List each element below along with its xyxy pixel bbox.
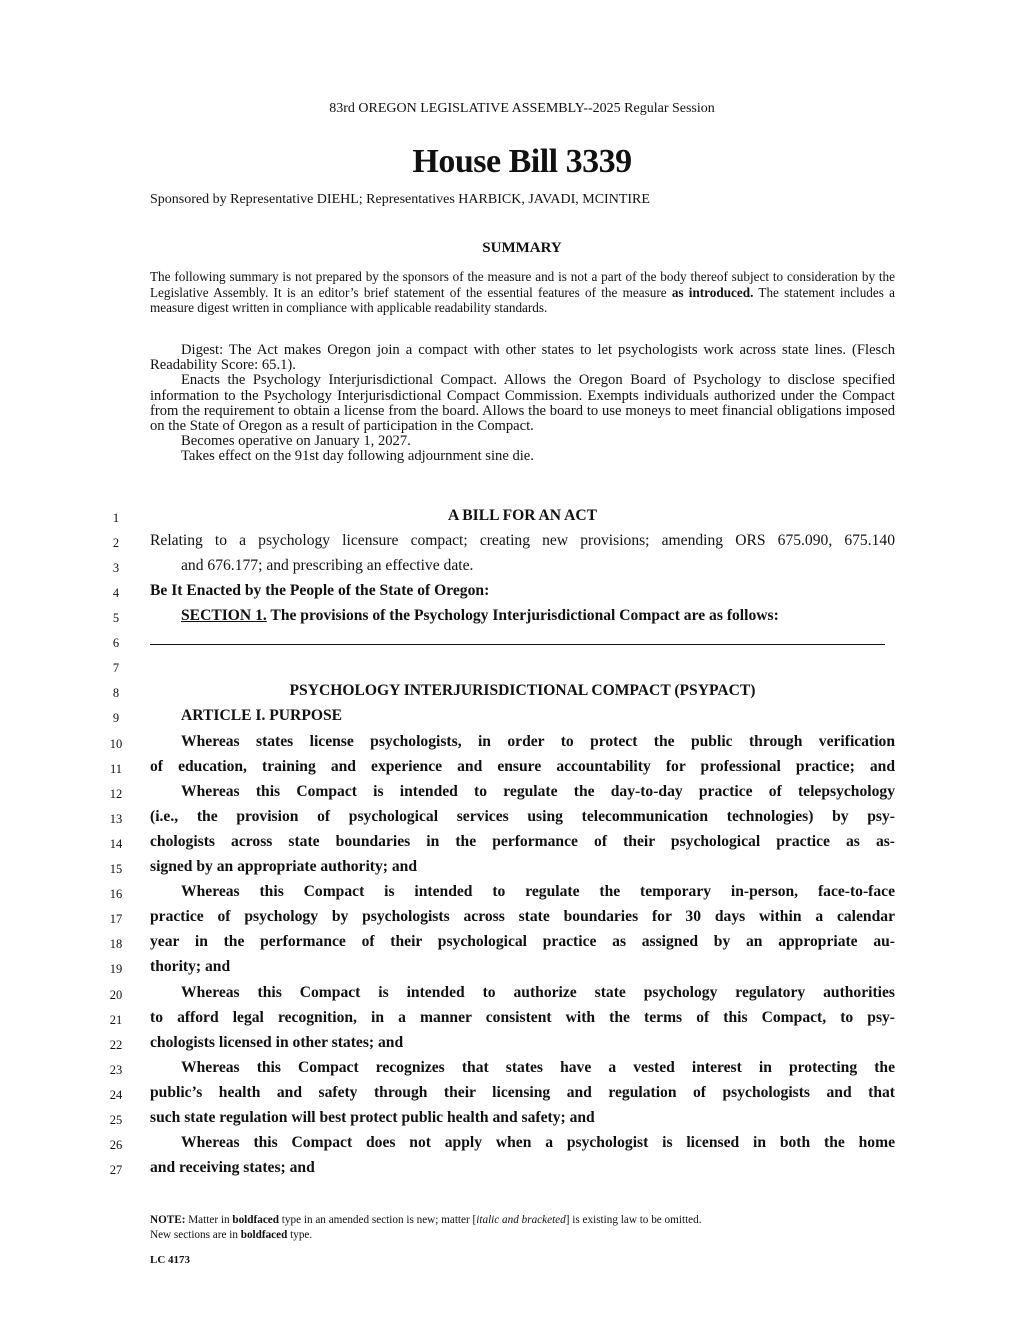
note-bold: boldfaced	[232, 1214, 279, 1226]
line-number: 27	[109, 1163, 123, 1177]
compact-title: PSYCHOLOGY INTERJURISDICTIONAL COMPACT (PSYPACT)	[289, 682, 756, 699]
bill-line-2	[0, 532, 1024, 557]
summary-heading: SUMMARY	[482, 240, 562, 256]
bill-line-1	[0, 507, 1024, 532]
line-number: 7	[112, 661, 120, 675]
bill-line-18	[0, 933, 1024, 958]
bill-line-7	[0, 657, 1024, 682]
bill-line-27	[0, 1159, 1024, 1184]
line-number: 8	[112, 686, 120, 700]
line-number: 5	[112, 611, 120, 625]
bill-line-11	[0, 758, 1024, 783]
line-number: 18	[109, 937, 123, 951]
compact-text: Whereas this Compact does not apply when a psychologist is licensed in both the home	[181, 1134, 895, 1151]
line-number: 9	[112, 711, 120, 725]
digest-paragraph: Becomes operative on January 1, 2027.	[181, 433, 411, 450]
section-text: The provisions of the Psychology Interjurisdictional Compact are as follows:	[266, 607, 779, 624]
digest-paragraph: Enacts the Psychology Interjurisdictional Compact. Allows the Oregon Board of Psychology to disclose specified information to the Psychology Interjurisdictional Compact Commission. Exempts individuals authorized under the Compact from the requirement to obtain a license from the board. Allows the board to use moneys to meet financial obligations imposed on the State of Oregon as a result of participation in the Compact.	[150, 372, 895, 435]
sponsors-line: Sponsored by Representative DIEHL; Representatives HARBICK, JAVADI, MCINTIRE	[150, 192, 650, 207]
compact-text: chologists across state boundaries in the performance of their psychological practice as as-	[150, 833, 895, 850]
bill-line-23	[0, 1059, 1024, 1084]
note-text: type in an amended section is new; matter [	[278, 1214, 477, 1226]
compact-text: of education, training and experience and ensure accountability for professional practice; and	[150, 758, 895, 775]
footer-note	[150, 1213, 895, 1243]
section-1-line	[181, 607, 895, 625]
summary-note-part2: The statement includes a measure digest written in compliance with applicable readability standards.	[150, 284, 895, 315]
line-number: 21	[109, 1013, 123, 1027]
line-number: 26	[109, 1138, 123, 1152]
horizontal-rule	[150, 644, 885, 645]
compact-text: such state regulation will best protect public health and safety; and	[150, 1109, 595, 1126]
line-number: 17	[109, 912, 123, 926]
bill-line-8	[0, 682, 1024, 707]
line-number: 4	[112, 586, 120, 600]
line-number: 14	[109, 837, 123, 851]
line-number: 24	[109, 1088, 123, 1102]
compact-text: Whereas this Compact recognizes that states have a vested interest in protecting the	[181, 1059, 895, 1076]
compact-text: Whereas this Compact is intended to regulate the temporary in-person, face-to-face	[181, 883, 895, 900]
bill-line-13	[0, 808, 1024, 833]
note-text: type.	[287, 1229, 313, 1241]
bill-line-17	[0, 908, 1024, 933]
compact-text: and receiving states; and	[150, 1159, 315, 1176]
bill-line-14	[0, 833, 1024, 858]
compact-text: chologists licensed in other states; and	[150, 1034, 404, 1051]
compact-text: signed by an appropriate authority; and	[150, 858, 418, 875]
summary-note-part1: The following summary is not prepared by the sponsors of the measure and is not a part of the body thereof subject to consideration by the Legislative Assembly. It is an editor’s brief statement of the essential features of the measure	[150, 269, 895, 300]
line-number: 2	[112, 536, 120, 550]
bill-line-24	[0, 1084, 1024, 1109]
line-number: 1	[112, 511, 120, 525]
article-heading: ARTICLE I. PURPOSE	[181, 707, 343, 724]
bill-line-6	[0, 632, 1024, 657]
compact-text: (i.e., the provision of psychological services using telecommunication technologies) by psy-	[150, 808, 895, 825]
note-text: ] is existing law to be omitted.	[565, 1214, 702, 1226]
bill-line-4	[0, 582, 1024, 607]
line-number: 25	[109, 1113, 123, 1127]
bill-line-15	[0, 858, 1024, 883]
bill-line-5	[0, 607, 1024, 632]
note-italic: italic and bracketed	[476, 1214, 566, 1226]
line-number: 20	[109, 988, 123, 1002]
compact-text: Whereas this Compact is intended to regulate the day-to-day practice of telepsychology	[181, 783, 895, 800]
bill-line-26	[0, 1134, 1024, 1159]
line-number: 13	[109, 812, 123, 826]
note-text: New sections are in	[150, 1229, 241, 1241]
relating-clause: Relating to a psychology licensure compact; creating new provisions; amending ORS 675.090, 675.140	[150, 532, 895, 549]
line-number: 10	[109, 737, 123, 751]
bill-line-22	[0, 1034, 1024, 1059]
bill-line-10	[0, 733, 1024, 758]
line-number: 6	[112, 636, 120, 650]
compact-text: Whereas states license psychologists, in order to protect the public through verification	[181, 733, 895, 750]
compact-text: year in the performance of their psychological practice as assigned by an appropriate au-	[150, 933, 895, 950]
note-text: Matter in	[185, 1214, 233, 1226]
lc-number: LC 4173	[150, 1254, 191, 1266]
line-number: 19	[109, 962, 123, 976]
section-label: SECTION 1.	[181, 607, 267, 624]
line-number: 23	[109, 1063, 123, 1077]
compact-text: practice of psychology by psychologists across state boundaries for 30 days within a calendar	[150, 908, 895, 925]
compact-text: to afford legal recognition, in a manner consistent with the terms of this Compact, to psy-	[150, 1009, 895, 1026]
relating-clause-cont: and 676.177; and prescribing an effective date.	[181, 557, 474, 574]
compact-text: Whereas this Compact is intended to authorize state psychology regulatory authorities	[181, 984, 895, 1001]
digest-paragraph: Takes effect on the 91st day following adjournment sine die.	[181, 448, 534, 465]
bill-line-9	[0, 707, 1024, 732]
act-heading: A BILL FOR AN ACT	[447, 507, 598, 524]
enacting-clause: Be It Enacted by the People of the State of Oregon:	[150, 582, 490, 599]
line-number: 22	[109, 1038, 123, 1052]
compact-text: thority; and	[150, 958, 231, 975]
line-number: 3	[112, 561, 120, 575]
bill-line-20	[0, 984, 1024, 1009]
bill-line-25	[0, 1109, 1024, 1134]
bill-line-3	[0, 557, 1024, 582]
bill-line-16	[0, 883, 1024, 908]
note-bold: boldfaced	[240, 1229, 288, 1241]
bill-title: House Bill 3339	[412, 143, 632, 180]
compact-text: public’s health and safety through their licensing and regulation of psychologists and that	[150, 1084, 895, 1101]
bill-line-21	[0, 1009, 1024, 1034]
bill-line-12	[0, 783, 1024, 808]
line-number: 16	[109, 887, 123, 901]
digest-paragraph: Digest: The Act makes Oregon join a compact with other states to let psychologists work across state lines. (Flesch Readability Score: 65.1).	[150, 342, 895, 374]
note-label: NOTE:	[150, 1214, 186, 1226]
line-number: 15	[109, 862, 123, 876]
bill-line-19	[0, 958, 1024, 983]
line-number: 12	[109, 787, 123, 801]
line-number: 11	[109, 762, 123, 776]
session-header: 83rd OREGON LEGISLATIVE ASSEMBLY--2025 Regular Session	[329, 101, 715, 116]
summary-note-bold: as introduced.	[671, 284, 754, 300]
